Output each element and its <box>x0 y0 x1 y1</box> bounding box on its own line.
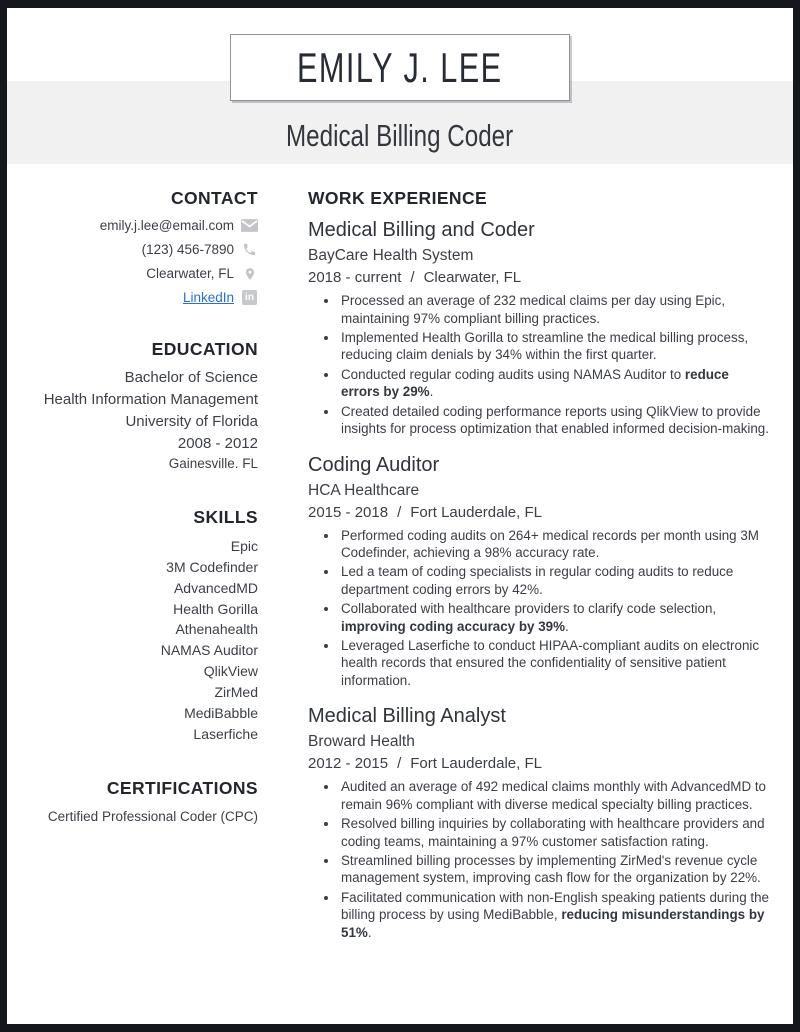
dates-location-separator: / <box>397 755 402 773</box>
contact-rows <box>43 217 258 306</box>
resume-header <box>7 8 793 164</box>
contact-phone-text: (123) 456-7890 <box>141 242 234 258</box>
job-entry <box>308 454 771 690</box>
job-entry <box>308 219 771 437</box>
education-location: Gainesville. FL <box>168 456 258 472</box>
bullet-text: . <box>367 924 372 940</box>
bullet-text: . <box>565 618 569 634</box>
bullet-item <box>339 852 771 887</box>
bullet-text: Processed an average of 232 medical claims per day using Epic, maintaining 97% compliant billing practices. <box>341 293 726 326</box>
contact-section <box>43 188 258 306</box>
job-dates-location <box>308 755 771 772</box>
bullet-text: Streamlined billing processes by implementing ZirMed's revenue cycle management system, improving cash flow for the organization by 22%. <box>341 852 761 886</box>
certification-item: Certified Professional Coder (CPC) <box>47 808 258 824</box>
bullet-text: Facilitated communication with non-English speaking patients during the billing process by using MediBabble, <box>341 889 769 923</box>
job-dates: 2012 - 2015 <box>308 755 389 773</box>
candidate-job-title: Medical Billing Coder <box>286 118 514 153</box>
bullet-text: Resolved billing inquiries by collaborating with healthcare providers and coding teams, maintaining a 97% customer satisfaction rating. <box>341 816 765 849</box>
contact-item-location <box>43 265 258 282</box>
job-title: Coding Auditor <box>308 453 440 476</box>
education-degree: Bachelor of Science <box>124 369 258 387</box>
bullet-text: Collaborated with healthcare providers to clarify code selection, <box>341 601 717 617</box>
skill-item: QlikView <box>203 663 258 680</box>
name-box <box>230 34 570 101</box>
bullet-text: Implemented Health Gorilla to streamline the medical billing process, reducing claim denials by 34% within the first quarter. <box>341 329 749 363</box>
bullet-bold-text: reducing misunderstandings by 51% <box>341 907 765 940</box>
bullet-text: Conducted regular coding audits using NAMAS Auditor to <box>341 366 685 382</box>
bullet-text: Audited an average of 492 medical claims monthly with AdvancedMD to remain 96% compliant with diverse medical specialty billing practices. <box>341 779 767 812</box>
sidebar <box>43 188 258 943</box>
certifications-section <box>43 778 258 827</box>
skill-item: ZirMed <box>214 683 258 700</box>
job-bullet-list <box>308 527 771 690</box>
job-dates: 2018 - current <box>308 269 402 287</box>
job-bullet-list <box>308 778 771 941</box>
job-dates-location <box>308 269 771 286</box>
bullet-text: Led a team of coding specialists in regular coding audits to reduce department coding errors by 42%. <box>341 564 734 597</box>
bullet-item <box>339 637 771 689</box>
bullet-item <box>339 815 771 850</box>
contact-email-text: emily.j.lee@email.com <box>99 218 234 234</box>
job-company: BayCare Health System <box>308 247 474 265</box>
bullet-text: . <box>429 384 434 400</box>
linkedin-icon-glyph: in <box>242 290 257 305</box>
work-experience-section <box>308 188 771 943</box>
certifications-heading: CERTIFICATIONS <box>106 777 258 798</box>
certifications-list <box>43 807 258 827</box>
skills-heading: SKILLS <box>193 506 258 527</box>
skills-section <box>43 507 258 745</box>
job-location: Clearwater, FL <box>423 269 522 287</box>
skill-item: Health Gorilla <box>173 600 258 617</box>
dates-location-separator: / <box>410 269 415 287</box>
bullet-item <box>339 600 771 635</box>
education-major: Health Information Management <box>43 391 258 408</box>
contact-item-email <box>43 217 258 234</box>
envelope-icon <box>241 218 258 234</box>
education-details <box>43 367 258 474</box>
job-title: Medical Billing Analyst <box>308 705 506 728</box>
job-location: Fort Lauderdale, FL <box>410 503 542 521</box>
education-section <box>43 339 258 474</box>
education-dates: 2008 - 2012 <box>177 434 258 452</box>
contact-heading: CONTACT <box>170 188 258 208</box>
job-bullet-list <box>308 292 771 437</box>
skill-item: Laserfiche <box>193 725 258 742</box>
skill-item: NAMAS Auditor <box>160 642 258 659</box>
location-pin-icon <box>241 266 258 282</box>
job-company: HCA Healthcare <box>308 481 420 499</box>
bullet-item <box>339 329 771 364</box>
job-title: Medical Billing and Coder <box>308 219 535 242</box>
job-dates-location <box>308 504 771 521</box>
job-location: Fort Lauderdale, FL <box>410 755 542 773</box>
content-columns <box>7 164 793 943</box>
job-company: Broward Health <box>308 733 415 751</box>
bullet-item <box>339 403 771 438</box>
bullet-item <box>339 527 771 562</box>
linkedin-icon <box>241 290 258 306</box>
contact-location-text: Clearwater, FL <box>146 266 234 282</box>
work-experience-heading: WORK EXPERIENCE <box>308 188 488 208</box>
skill-item: MediBabble <box>184 704 258 721</box>
bullet-item <box>339 889 771 941</box>
bullet-item <box>339 778 771 813</box>
education-school: University of Florida <box>125 412 258 430</box>
linkedin-link[interactable]: LinkedIn <box>182 290 234 306</box>
education-heading: EDUCATION <box>151 339 258 360</box>
bullet-item <box>339 366 771 401</box>
candidate-name: EMILY J. LEE <box>297 43 503 91</box>
dates-location-separator: / <box>397 503 402 521</box>
subtitle-row <box>7 118 793 154</box>
bullet-text: Performed coding audits on 264+ medical records per month using 3M Codefinder, achieving a 98% accuracy rate. <box>341 527 759 560</box>
contact-item-phone <box>43 241 258 258</box>
skill-item: Epic <box>230 537 258 554</box>
bullet-item <box>339 563 771 598</box>
skill-item: 3M Codefinder <box>166 558 258 575</box>
contact-item-linkedin <box>43 289 258 306</box>
bullet-text: Leveraged Laserfiche to conduct HIPAA-compliant audits on electronic health records that ensured the confidentiality of sensitive patient information. <box>341 638 760 688</box>
bullet-bold-text: reduce errors by 29% <box>341 366 729 400</box>
bullet-item <box>339 292 771 327</box>
bullet-text: Created detailed coding performance reports using QlikView to provide insights for process optimization that enabled informed decision-making. <box>341 403 769 437</box>
phone-icon <box>241 242 258 258</box>
job-entry <box>308 705 771 941</box>
bullet-bold-text: improving coding accuracy by 39% <box>341 618 565 634</box>
skill-item: AdvancedMD <box>173 579 258 596</box>
skills-list <box>43 536 258 745</box>
skill-item: Athenahealth <box>175 621 258 638</box>
job-dates: 2015 - 2018 <box>308 503 389 521</box>
